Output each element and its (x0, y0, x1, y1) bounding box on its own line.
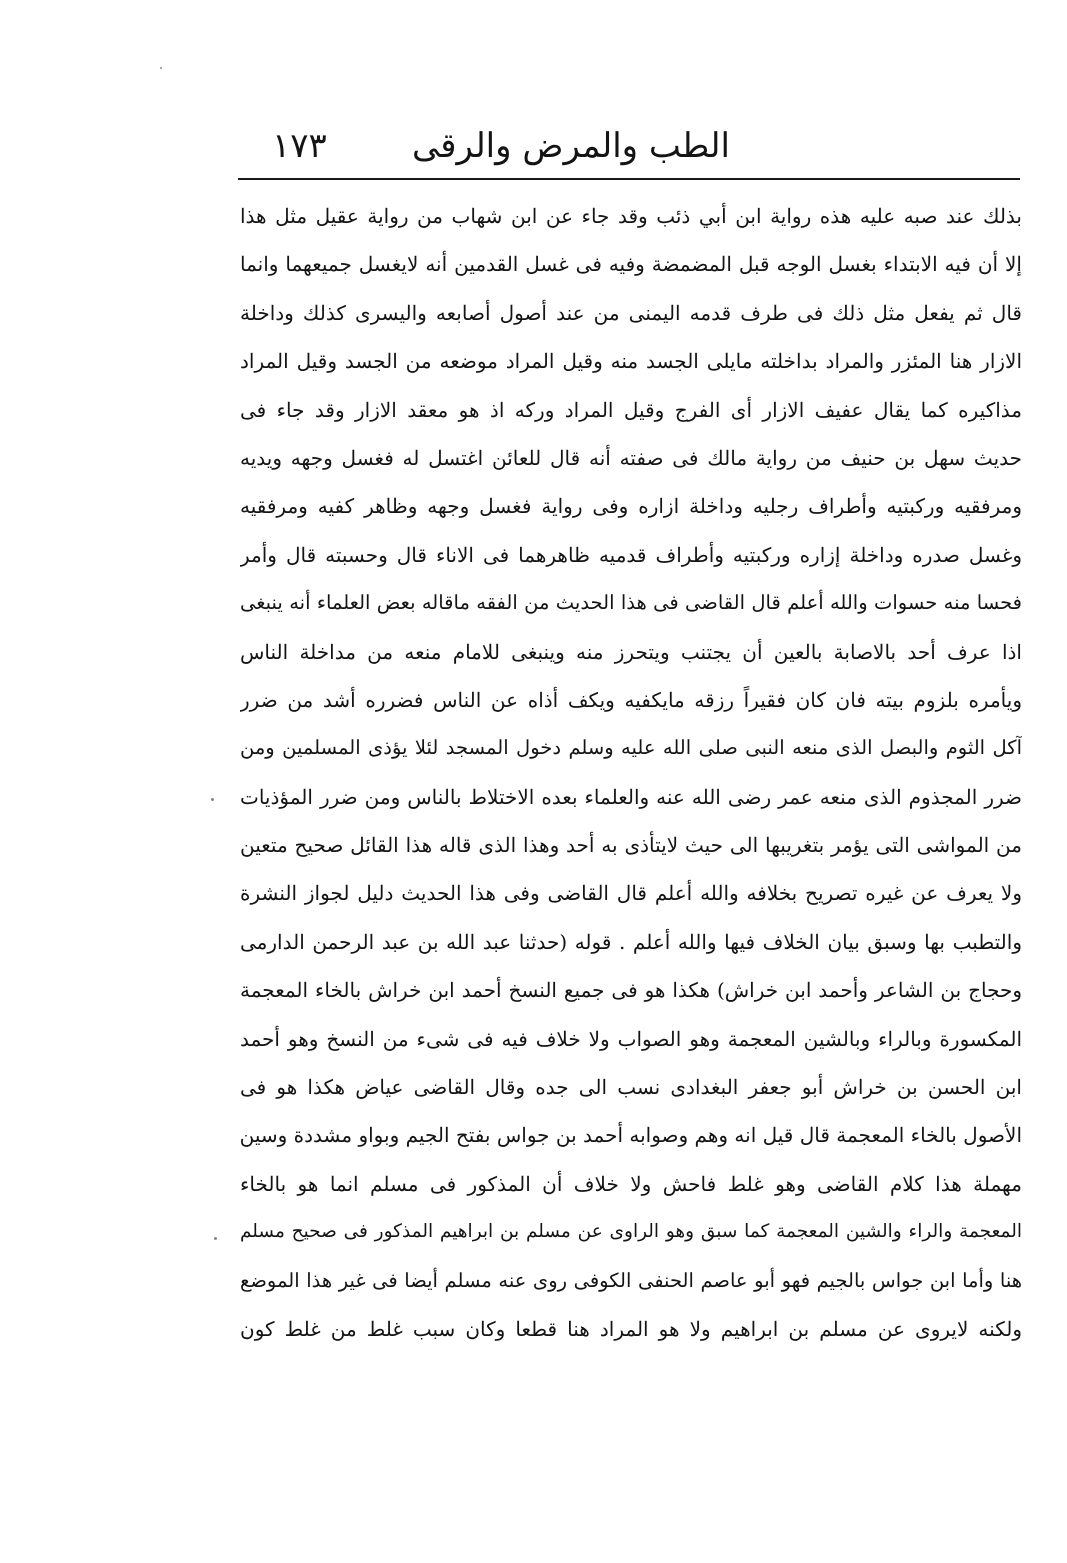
page-number: ١٧٣ (272, 126, 327, 166)
text-line: المعجمة والراء والشين المعجمة كما سبق وهو الراوى عن مسلم بن ابراهيم المذكور فى صحيح مسلم (240, 1221, 1022, 1243)
text-line: ومرفقيه وركبتيه وأطراف رجليه وداخلة ازاره وفى رواية فغسل وجهه وظاهر كفيه ومرفقيه (240, 494, 1022, 519)
text-line: الأصول بالخاء المعجمة قال قيل انه وهم وصوابه أحمد بن جواس بفتح الجيم وبواو مشددة وسين (240, 1123, 1022, 1148)
text-line: قال ثم يفعل مثل ذلك فى طرف قدمه اليمنى من عند أصول أصابعه واليسرى كذلك وداخلة (240, 300, 1022, 325)
text-line: فحسا منه حسوات والله أعلم قال القاضى فى هذا الحديث من الفقه ماقاله بعض العلماء أنه ينبغى (240, 591, 1022, 615)
text-line: ولكنه لايروى عن مسلم بن ابراهيم ولا هو المراد هنا قطعا وكان سبب غلط من غلط كون (240, 1316, 1022, 1341)
text-line: مذاكيره كما يقال عفيف الازار أى الفرج وقيل المراد وركه اذ هو معقد الازار وقد جاء فى (240, 397, 1022, 422)
scan-speck (160, 67, 162, 69)
running-title: الطب والمرض والرقى (411, 126, 730, 166)
text-line: آكل الثوم والبصل الذى منعه النبى صلى الله عليه وسلم دخول المسجد لئلا يؤذى المسلمين ومن (240, 736, 1022, 760)
text-line: هنا وأما ابن جواس بالجيم فهو أبو عاصم الحنفى الكوفى روى عنه مسلم أيضا فى غير هذا الموضع (240, 1268, 1022, 1292)
text-line: إلا أن فيه الابتداء بغسل الوجه قبل المضمضة وفيه فى غسل القدمين أنه لايغسل جميعهما وانما (240, 252, 1022, 277)
scan-speck (211, 798, 214, 801)
text-line: ولا يعرف عن غيره تصريح بخلافه والله أعلم قال القاضى وفى هذا الحديث دليل لجواز النشرة (240, 881, 1022, 906)
text-line: ضرر المجذوم الذى منعه عمر رضى الله عنه والعلماء بعده الاختلاط بالناس ومن ضرر المؤذيات (240, 784, 1022, 809)
text-line: حديث سهل بن حنيف من رواية مالك فى صفته أنه قال للعائن اغتسل له فغسل وجهه ويديه (240, 445, 1022, 470)
header-rule (238, 178, 1020, 180)
text-line: والتطبب بها وسبق بيان الخلاف فيها والله أعلم . قوله (حدثنا عبد الله بن عبد الرحمن الدارمى (240, 929, 1022, 954)
text-line: اذا عرف أحد بالاصابة بالعين أن يجتنب ويتحرز منه وينبغى للامام منعه من مداخلة الناس (240, 639, 1022, 664)
text-line: الازار هنا المئزر والمراد بداخلته مايلى الجسد منه وقيل المراد موضعه من الجسد وقيل المراد (240, 349, 1022, 374)
text-line: المكسورة وبالراء وبالشين المعجمة وهو الصواب ولا خلاف فيه فى شىء من النسخ وهو أحمد (240, 1026, 1022, 1051)
page-header (238, 118, 1020, 180)
text-line: ابن الحسن بن خراش أبو جعفر البغدادى نسب الى جده وقال القاضى عياض هكذا هو فى (240, 1075, 1022, 1100)
body-text (240, 192, 1022, 1353)
scan-speck (214, 1237, 217, 1240)
text-line: بذلك عند صبه عليه هذه رواية ابن أبي ذئب وقد جاء عن ابن شهاب من رواية عقيل مثل هذا (240, 204, 1022, 228)
text-line: مهملة هذا كلام القاضى وهو غلط فاحش ولا خلاف أن المذكور فى مسلم انما هو بالخاء (240, 1171, 1022, 1196)
text-line: وغسل صدره وداخلة إزاره وركبتيه وأطراف قدميه ظاهرهما فى الاناء قال وحسبته قال وأمر (240, 542, 1022, 567)
text-line: من المواشى التى يؤمر بتغريبها الى حيث لايتأذى به أحد وهذا الذى قاله هذا القائل صحيح متعين (240, 833, 1022, 858)
text-line: ويأمره بلزوم بيته فان كان فقيراً رزقه مايكفيه ويكف أذاه عن الناس فضرره أشد من ضرر (240, 687, 1022, 712)
text-line: وحجاج بن الشاعر وأحمد ابن خراش) هكذا هو فى جميع النسخ أحمد ابن خراش بالخاء المعجمة (240, 978, 1022, 1003)
